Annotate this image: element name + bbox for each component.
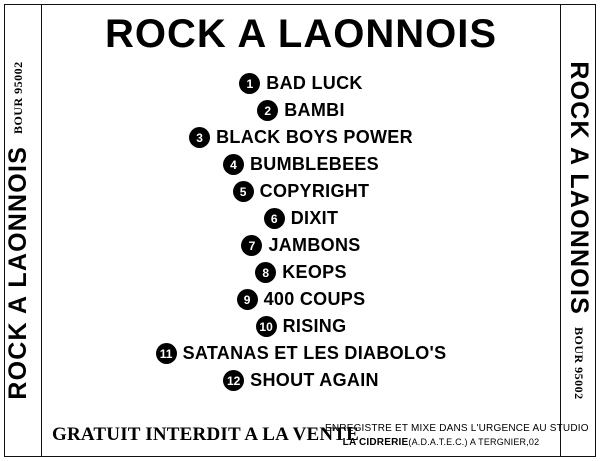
tracklist (48, 70, 554, 394)
track-row (48, 286, 554, 313)
track-number: 2 (257, 100, 278, 121)
track-title: BAMBI (284, 100, 345, 120)
track-row (48, 313, 554, 340)
spine-right-catalog-number: BOUR 95002 (572, 326, 586, 400)
track-row (48, 340, 554, 367)
track-number: 4 (223, 154, 244, 175)
track-row (48, 205, 554, 232)
track-title: KEOPS (282, 262, 347, 282)
track-title: DIXIT (290, 208, 339, 228)
track-number: 12 (223, 370, 244, 391)
spine-left (0, 4, 37, 457)
spine-left-title: ROCK A LAONNOIS (4, 146, 32, 400)
track-number: 5 (233, 181, 254, 202)
spine-right-title: ROCK A LAONNOIS (565, 61, 593, 315)
track-number: 6 (264, 208, 285, 229)
track-number: 7 (241, 235, 262, 256)
track-title: BUMBLEBEES (249, 154, 379, 174)
track-number: 3 (189, 127, 210, 148)
track-title: RISING (282, 316, 347, 336)
recording-credits (325, 423, 589, 448)
spine-right (560, 4, 597, 457)
track-number: 9 (237, 289, 258, 310)
track-row (48, 232, 554, 259)
track-row (48, 259, 554, 286)
track-row (48, 124, 554, 151)
track-title: SATANAS ET LES DIABOLO'S (182, 343, 447, 363)
track-number: 8 (255, 262, 276, 283)
track-number: 10 (256, 316, 277, 337)
spine-left-catalog-number: BOUR 95002 (11, 61, 25, 135)
track-title: BLACK BOYS POWER (216, 127, 413, 147)
spine-divider-left (41, 4, 42, 457)
track-row (48, 97, 554, 124)
album-title: ROCK A LAONNOIS (104, 12, 498, 56)
track-title: JAMBONS (268, 235, 361, 255)
track-row (48, 151, 554, 178)
track-title: 400 COUPS (263, 289, 366, 309)
track-number: 11 (156, 343, 177, 364)
track-number: 1 (239, 73, 260, 94)
track-title: COPYRIGHT (259, 181, 370, 201)
track-row (48, 178, 554, 205)
track-row (48, 367, 554, 394)
credit-studio-name: LA CIDRERIE (342, 437, 409, 448)
credit-recording-line: ENREGISTRE ET MIXE DANS L'URGENCE AU STUDIO (325, 423, 589, 434)
track-title: SHOUT AGAIN (250, 370, 379, 390)
track-row (48, 70, 554, 97)
free-notice: GRATUIT INTERDIT A LA VENTE (52, 424, 360, 445)
credit-studio-detail: (A.D.A.T.E.C.) A TERGNIER,02 (408, 437, 540, 447)
track-title: BAD LUCK (266, 73, 363, 93)
credit-studio-line (325, 437, 557, 448)
